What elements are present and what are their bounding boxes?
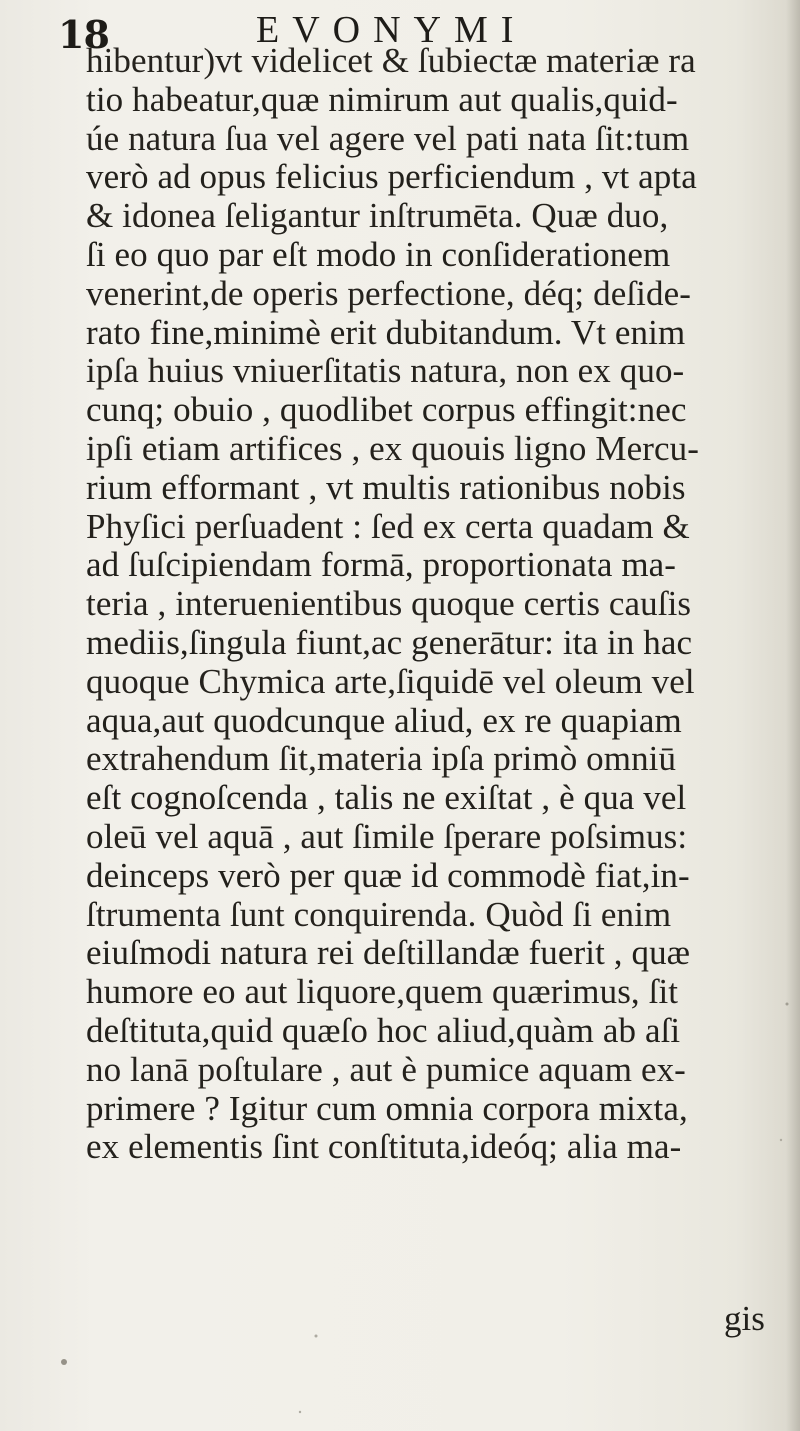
page-edge-shadow [786, 0, 800, 1431]
text-line: eiuſmodi natura rei deſtillandæ fuerit , quæ [86, 933, 691, 973]
text-line: eſt cognoſcenda , talis ne exiſtat , è qua vel [86, 778, 687, 818]
text-line: rium efformant , vt multis rationibus nobis [86, 467, 686, 507]
text-line: deinceps verò per quæ id commodè fiat,in- [86, 855, 690, 895]
text-line: tio habeatur,quæ nimirum aut qualis,quid- [86, 79, 678, 119]
text-line: venerint,de operis perfectione, déq; deſide- [86, 273, 691, 313]
text-line: ex elementis ſint conſtituta,ideóq; alia ma- [86, 1127, 682, 1167]
text-line: quoque Chymica arte,ſiquidē vel oleum vel [86, 661, 695, 701]
catchword: gis [724, 1299, 765, 1338]
text-line: ipſi etiam artifices , ex quouis ligno Mercu- [86, 428, 699, 468]
text-line: deſtituta,quid quæſo hoc aliud,quàm ab aſi [86, 1010, 681, 1050]
text-line: & idonea ſeligantur inſtrumēta. Quæ duo, [86, 196, 669, 236]
text-line: rato fine,minimè erit dubitandum. Vt enim [86, 312, 686, 352]
text-line: cunq; obuio , quodlibet corpus effingit:nec [86, 390, 687, 430]
text-line: ipſa huius vniuerſitatis natura, non ex quo- [86, 351, 685, 391]
text-line: oleū vel aquā , aut ſimile ſperare poſsimus: [86, 816, 688, 856]
text-line: aqua,aut quodcunque aliud, ex re quapiam [86, 700, 682, 740]
text-line: teria , interuenientibus quoque certis cauſis [86, 584, 692, 624]
text-line: mediis,ſingula fiunt,ac generātur: ita in hac [86, 622, 693, 662]
text-line: ad ſuſcipiendam formā, proportionata ma- [86, 545, 677, 585]
body-text [86, 42, 776, 1167]
text-line: verò ad opus felicius perficiendum , vt apta [86, 157, 697, 197]
text-line: Phyſici perſuadent : ſed ex certa quadam & [86, 506, 690, 546]
text-line: ſtrumenta ſunt conquirenda. Quòd ſi enim [86, 894, 672, 934]
text-line: no lanā poſtulare , aut è pumice aquam ex- [86, 1049, 686, 1089]
text-line: extrahendum ſit,materia ipſa primò omniū [86, 739, 677, 779]
text-line: hibentur)vt videlicet & ſubiectæ materiæ ra [86, 41, 696, 80]
page-number: 18 [58, 12, 109, 57]
running-title: EVONYMI [256, 9, 527, 51]
text-line: humore eo aut liquore,quem quærimus, ſit [86, 972, 679, 1012]
text-line: ſi eo quo par eſt modo in conſiderationem [86, 234, 671, 274]
text-line: primere ? Igitur cum omnia corpora mixta, [86, 1088, 688, 1128]
text-line: úe natura ſua vel agere vel pati nata ſit:tum [86, 118, 690, 158]
